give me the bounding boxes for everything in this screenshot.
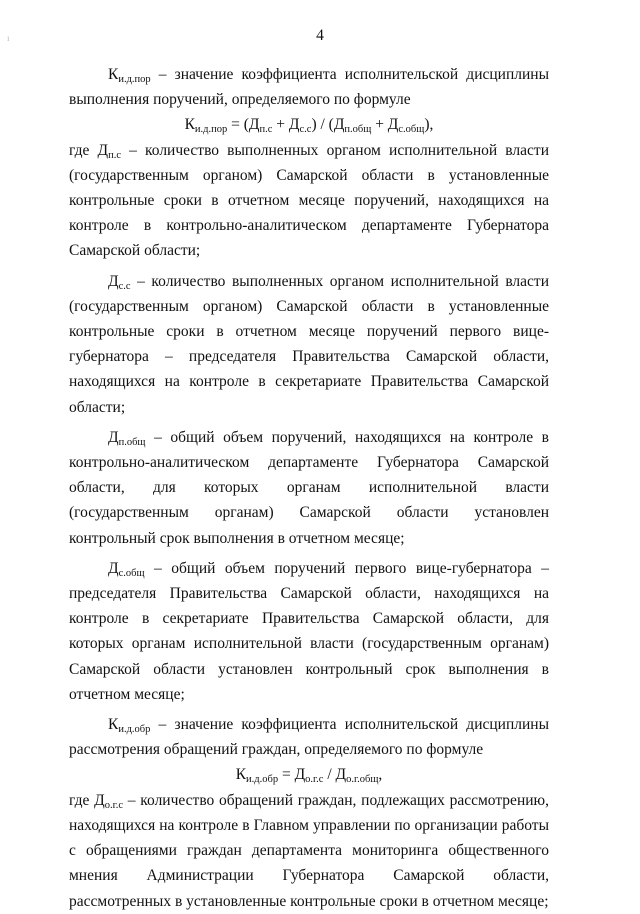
paragraph-lead: где Д	[69, 141, 109, 159]
formula-subscript: о.г.общ	[346, 774, 379, 786]
formula-part: ) / (Д	[311, 116, 345, 134]
formula-subscript: п.с	[259, 124, 273, 136]
symbol-subscript: и.д.пор	[118, 74, 151, 85]
symbol-subscript: п.с	[108, 149, 121, 161]
paragraph-d-pobshch	[69, 425, 549, 551]
formula-subscript: о.г.с	[305, 774, 324, 786]
formula-subscript: п.общ	[344, 124, 372, 136]
paragraph-d-ps	[69, 138, 549, 264]
page-number: 4	[316, 27, 324, 44]
formula-part: К	[184, 116, 195, 134]
paragraph-d-sobshch	[69, 556, 549, 707]
symbol: К	[108, 716, 119, 734]
paragraph-k-id-obr	[69, 712, 549, 762]
formula-part: = (Д	[227, 116, 260, 134]
symbol-subscript: о.г.с	[104, 799, 123, 811]
paragraph-text: – значение коэффициента исполнительской дисциплины рассмотрения обращений граждан, определяемого по формуле	[69, 716, 549, 759]
paragraph-d-ogs	[69, 788, 549, 914]
formula-part: + Д	[371, 116, 399, 134]
formula-part: К	[235, 766, 247, 784]
formula-part: ,	[378, 766, 383, 784]
formula-subscript: с.общ	[398, 124, 425, 136]
formula-part: ),	[424, 116, 434, 134]
formula-k-id-por	[69, 112, 549, 137]
paragraph-text: – количество обращений граждан, подлежащих рассмотрению, находящихся на контроле в Главном управлении по организации работы с обращениями граждан департамента мониторинга общественного мнения Администрации Губернатора Самарской области, рассмотренных в установленные контрольные сроки в отчетном месяце;	[69, 791, 549, 910]
formula-subscript: и.д.обр	[246, 774, 279, 786]
paragraph-k-id-por	[69, 62, 549, 112]
paragraph-text: – количество выполненных органом исполнительной власти (государственным органом) Самарской области в установленные контрольные сроки в отчетном месяце поручений первого вице-губернатора – председателя Правительства Самарской области, находящихся на контроле в секретариате Правительства Самарской области;	[69, 272, 549, 416]
symbol-subscript: п.общ	[118, 436, 146, 448]
formula-subscript: и.д.пор	[194, 124, 228, 136]
document-body	[69, 62, 549, 914]
symbol-subscript: с.с	[118, 280, 131, 292]
paragraph-text: – общий объем поручений, находящихся на контроле в контрольно-аналитическом департаменте Губернатора Самарской области, для которых органам исполнительной власти (государственным органам) Самарской области установлен контрольный срок выполнения в отчетном месяце;	[69, 428, 549, 547]
paragraph-text: – количество выполненных органом исполнительной власти (государственным органом) Самарской области в установленные контрольные сроки в отчетном месяце поручений, находящихся на контроле в контрольно-аналитическом департаменте Губернатора Самарской области;	[69, 141, 549, 260]
paragraph-text: – значение коэффициента исполнительской дисциплины выполнения поручений, определяемого по формуле	[69, 66, 549, 109]
paragraph-lead: где Д	[69, 791, 105, 809]
margin-mark: ı	[7, 33, 10, 43]
formula-part: = Д	[278, 766, 306, 784]
symbol: К	[108, 66, 119, 83]
symbol: Д	[108, 559, 119, 577]
formula-part: / Д	[323, 766, 347, 784]
formula-subscript: с.с	[299, 124, 312, 136]
symbol-subscript: и.д.обр	[118, 724, 151, 736]
formula-part: + Д	[272, 116, 300, 134]
symbol: Д	[108, 428, 119, 446]
symbol-subscript: с.общ	[118, 567, 145, 579]
symbol: Д	[108, 272, 119, 290]
paragraph-text: – общий объем поручений первого вице-губернатора – председателя Правительства Самарской области, находящихся на контроле в секретариате Правительства Самарской области, для которых органам исполнительной власти (государственным органам) Самарской области установлен контрольный срок выполнения в отчетном месяце;	[69, 559, 549, 703]
paragraph-d-ss	[69, 269, 549, 420]
formula-k-id-obr	[69, 762, 549, 787]
